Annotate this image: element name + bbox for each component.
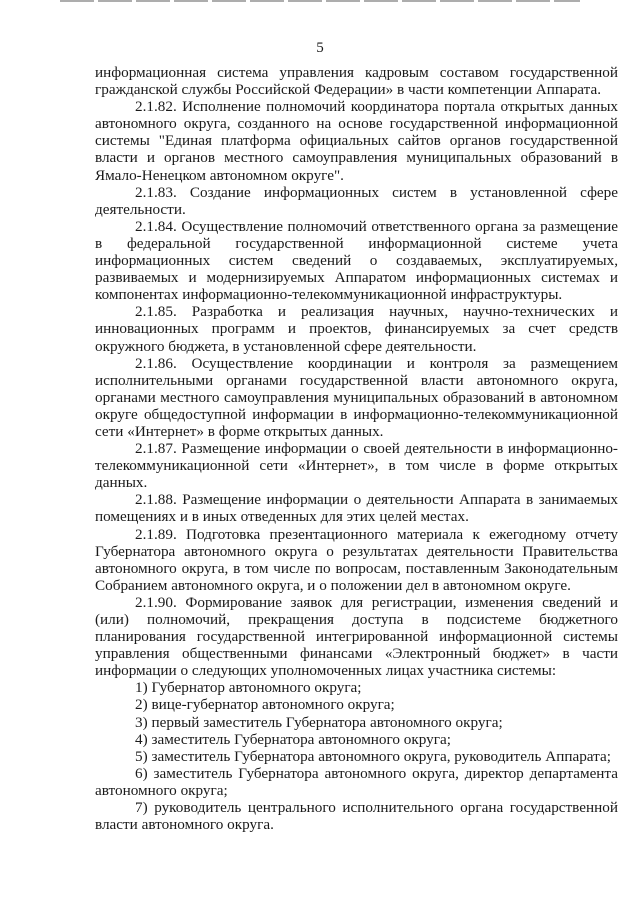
page-top-edge	[60, 0, 580, 2]
paragraph-2-1-87: 2.1.87. Размещение информации о своей деятельности в информационно-телекоммуникационной сети «Интернет», в том числе в форме открытых данных.	[95, 440, 618, 492]
paragraph-2-1-90: 2.1.90. Формирование заявок для регистрации, изменения сведений и (или) полномочий, прекращения доступа в подсистеме бюджетного планирования государственной интегрированной информационной системы управления общественными финансами «Электронный бюджет» в части информации о следующих уполномоченных лицах участника системы:	[95, 593, 618, 680]
paragraph-2-1-89: 2.1.89. Подготовка презентационного материала к ежегодному отчету Губернатора автономного округа о результатах деятельности Правительства автономного округа, в том числе по вопросам, поставленным Законодательным Собранием автономного округа, и о положении дел в автономном округе.	[95, 525, 618, 594]
page-number: 5	[316, 40, 324, 56]
list-item: 7) руководитель центрального исполнительного органа государственной власти автономного округа.	[95, 799, 618, 834]
paragraph-2-1-86: 2.1.86. Осуществление координации и контроля за размещением исполнительными органами государственной власти автономного округа, органами местного самоуправления муниципальных образований в автономном округе общедоступной информации в информационно-телекоммуникационной сети «Интернет» в форме открытых данных.	[95, 354, 618, 440]
paragraph-2-1-85: 2.1.85. Разработка и реализация научных, научно-технических и инновационных программ и проектов, финансируемых за счет средств окружного бюджета, в установленной сфере деятельности.	[95, 303, 618, 355]
list-item: 3) первый заместитель Губернатора автономного округа;	[135, 713, 503, 731]
list-item: 5) заместитель Губернатора автономного округа, руководитель Аппарата;	[135, 747, 611, 765]
list-item: 4) заместитель Губернатора автономного округа;	[135, 730, 451, 748]
document-body	[95, 64, 618, 833]
paragraph-2-1-88: 2.1.88. Размещение информации о деятельности Аппарата в занимаемых помещениях и в иных отведенных для этих целей местах.	[95, 491, 618, 526]
list-item: 1) Губернатор автономного округа;	[135, 679, 362, 697]
paragraph-2-1-82: 2.1.82. Исполнение полномочий координатора портала открытых данных автономного округа, созданного на основе государственной информационной системы "Единая платформа официальных сайтов органов государственной власти и органов местного самоуправления муниципальных образований в Ямало-Ненецком автономном округе".	[95, 98, 618, 184]
list-item: 2) вице-губернатор автономного округа;	[135, 696, 395, 714]
list-item: 6) заместитель Губернатора автономного округа, директор департамента автономного округа;	[95, 764, 618, 799]
paragraph-continuation: информационная система управления кадровым составом государственной гражданской службы Российской Федерации» в части компетенции Аппарата.	[95, 64, 618, 99]
paragraph-2-1-84: 2.1.84. Осуществление полномочий ответственного органа за размещение в федеральной государственной информационной системе учета информационных систем сведений о создаваемых, эксплуатируемых, развиваемых и модернизируемых Аппаратом информационных системах и компонентах информационно-телекоммуникационной инфраструктуры.	[95, 217, 618, 304]
paragraph-2-1-83: 2.1.83. Создание информационных систем в установленной сфере деятельности.	[95, 183, 618, 218]
